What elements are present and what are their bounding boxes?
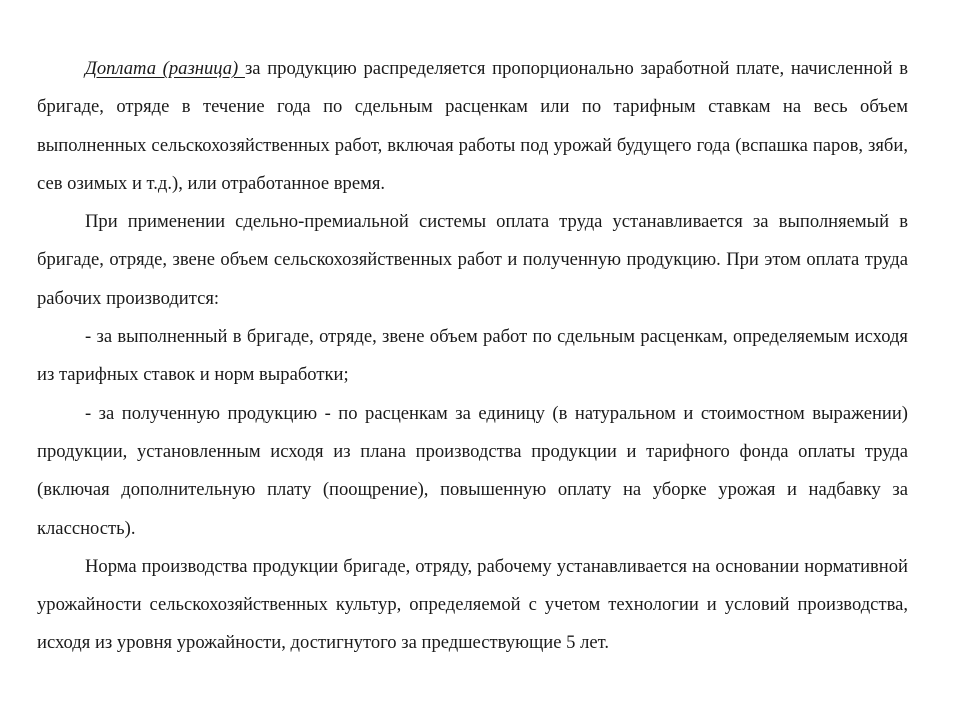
list-item-work-volume: - за выполненный в бригаде, отряде, звене объем работ по сдельным расценкам, определяемым исходя из тарифных ставок и норм выработки; (37, 326, 908, 386)
paragraph-production-norm: Норма производства продукции бригаде, отряду, рабочему устанавливается на основании нормативной урожайности сельскохозяйственных культур, определяемой с учетом технологии и условий производства, исходя из уровня урожайности, достигнутого за предшествующие 5 лет. (37, 555, 908, 654)
list-item-production-output: - за полученную продукцию - по расценкам за единицу (в натуральном и стоимостном выражении) продукции, установленным исходя из плана производства продукции и тарифного фонда оплаты труда (включая дополнительную плату (поощрение), повышенную оплату на уборке урожая и надбавку за классность). (37, 402, 908, 539)
paragraph-piece-premium-system: При применении сдельно-премиальной системы оплата труда устанавливается за выполняемый в бригаде, отряде, звене объем сельскохозяйственных работ и полученную продукцию. При этом оплата труда рабочих производится: (37, 211, 908, 309)
paragraph-surcharge-distribution (37, 50, 908, 203)
paragraph-text: за продукцию распределяется пропорционально заработной плате, начисленной в бригаде, отряде в течение года по сдельным расценкам или по тарифным ставкам на весь объем выполненных сельскохозяйственных работ, включая работы под урожай будущего года (вспашка паров, зяби, сев озимых и т.д.), или отработанное время. (37, 58, 908, 194)
term-surcharge: Доплата (разница) (85, 58, 245, 79)
document-body (37, 50, 908, 663)
